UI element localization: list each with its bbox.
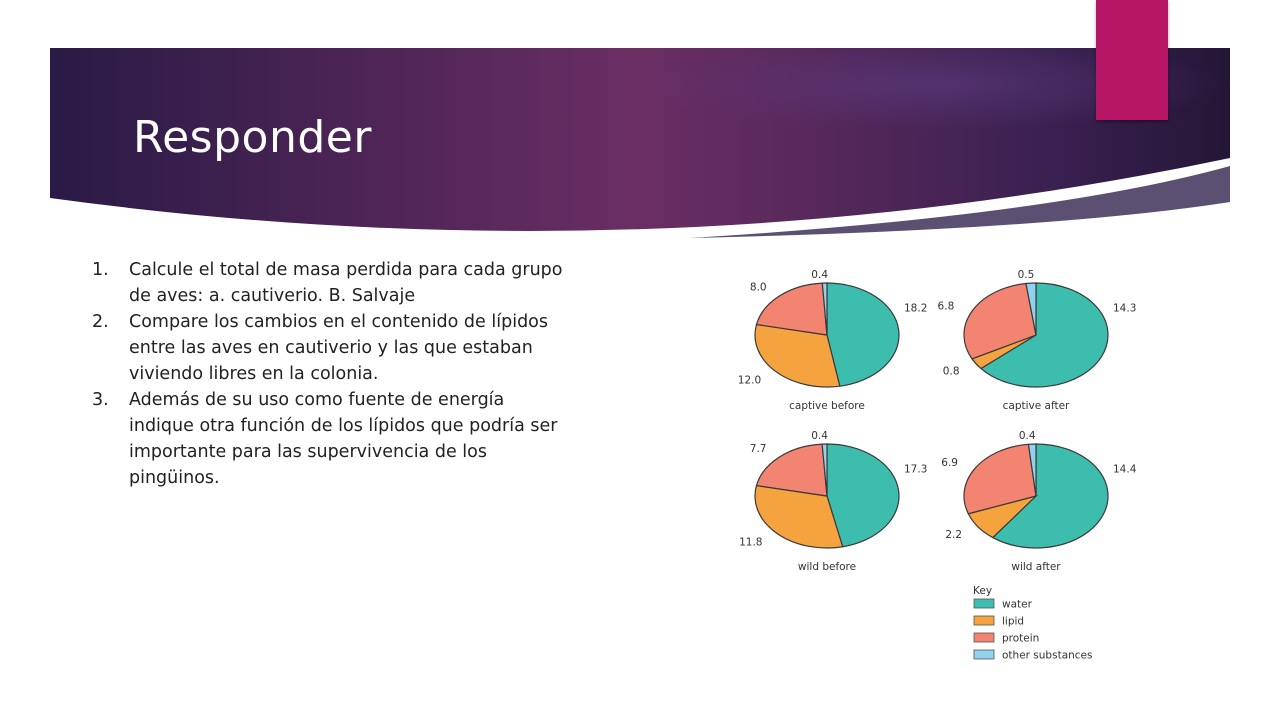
pie-value-label: 0.4 [811, 269, 829, 281]
pie-caption: captive after [1002, 400, 1070, 412]
pie-value-label: 17.3 [904, 463, 928, 476]
legend-swatch [974, 616, 994, 625]
question-item [92, 309, 564, 387]
accent-tab [1096, 0, 1168, 120]
slide-title: Responder [133, 112, 372, 163]
pie-value-label: 0.4 [1018, 430, 1036, 442]
question-item [92, 257, 564, 309]
pie-chart-panel [692, 252, 1137, 672]
pie-value-label: 14.3 [1113, 302, 1137, 315]
pie-chart [941, 430, 1136, 573]
legend-swatch [974, 633, 994, 642]
question-number: 1. [92, 260, 109, 280]
legend-label: lipid [1002, 615, 1025, 628]
pie-value-label: 12.0 [737, 374, 762, 387]
legend-swatch [974, 650, 994, 659]
legend-label: water [1002, 598, 1032, 611]
pie-slice-water [827, 283, 899, 386]
pie-value-label: 14.4 [1113, 463, 1137, 476]
pie-value-label: 0.5 [1017, 269, 1035, 281]
pie-chart [938, 269, 1137, 412]
pie-value-label: 0.8 [942, 365, 960, 378]
question-item [92, 387, 564, 491]
question-text: Compare los cambios en el contenido de lípidos entre las aves en cautiverio y las que estaban viviendo libres en la colonia. [129, 312, 549, 384]
question-list [92, 257, 564, 491]
legend-swatch [974, 599, 994, 608]
question-text: Calcule el total de masa perdida para cada grupo de aves: a. cautiverio. B. Salvaje [129, 260, 563, 306]
question-text: Además de su uso como fuente de energía indique otra función de los lípidos que podría ser importante para las supervivencia de los pingüinos. [129, 390, 558, 488]
legend-label: other substances [1002, 649, 1093, 662]
pie-value-label: 11.8 [739, 536, 763, 549]
pie-value-label: 6.8 [937, 300, 955, 313]
pie-caption: wild after [1011, 561, 1061, 573]
pie-chart [739, 430, 927, 573]
chart-legend [973, 585, 1092, 662]
pie-value-label: 0.4 [811, 430, 828, 442]
question-number: 2. [92, 312, 109, 332]
pie-caption: captive before [789, 400, 865, 412]
pie-value-label: 2.2 [945, 529, 963, 542]
pie-value-label: 8.0 [749, 281, 767, 294]
pie-value-label: 6.9 [941, 457, 958, 470]
pie-chart [738, 269, 928, 412]
question-number: 3. [92, 390, 109, 410]
pie-value-label: 7.7 [749, 442, 767, 455]
legend-title: Key [973, 585, 993, 597]
pie-value-label: 18.2 [904, 302, 928, 315]
pie-caption: wild before [797, 561, 857, 573]
legend-label: protein [1002, 632, 1040, 645]
